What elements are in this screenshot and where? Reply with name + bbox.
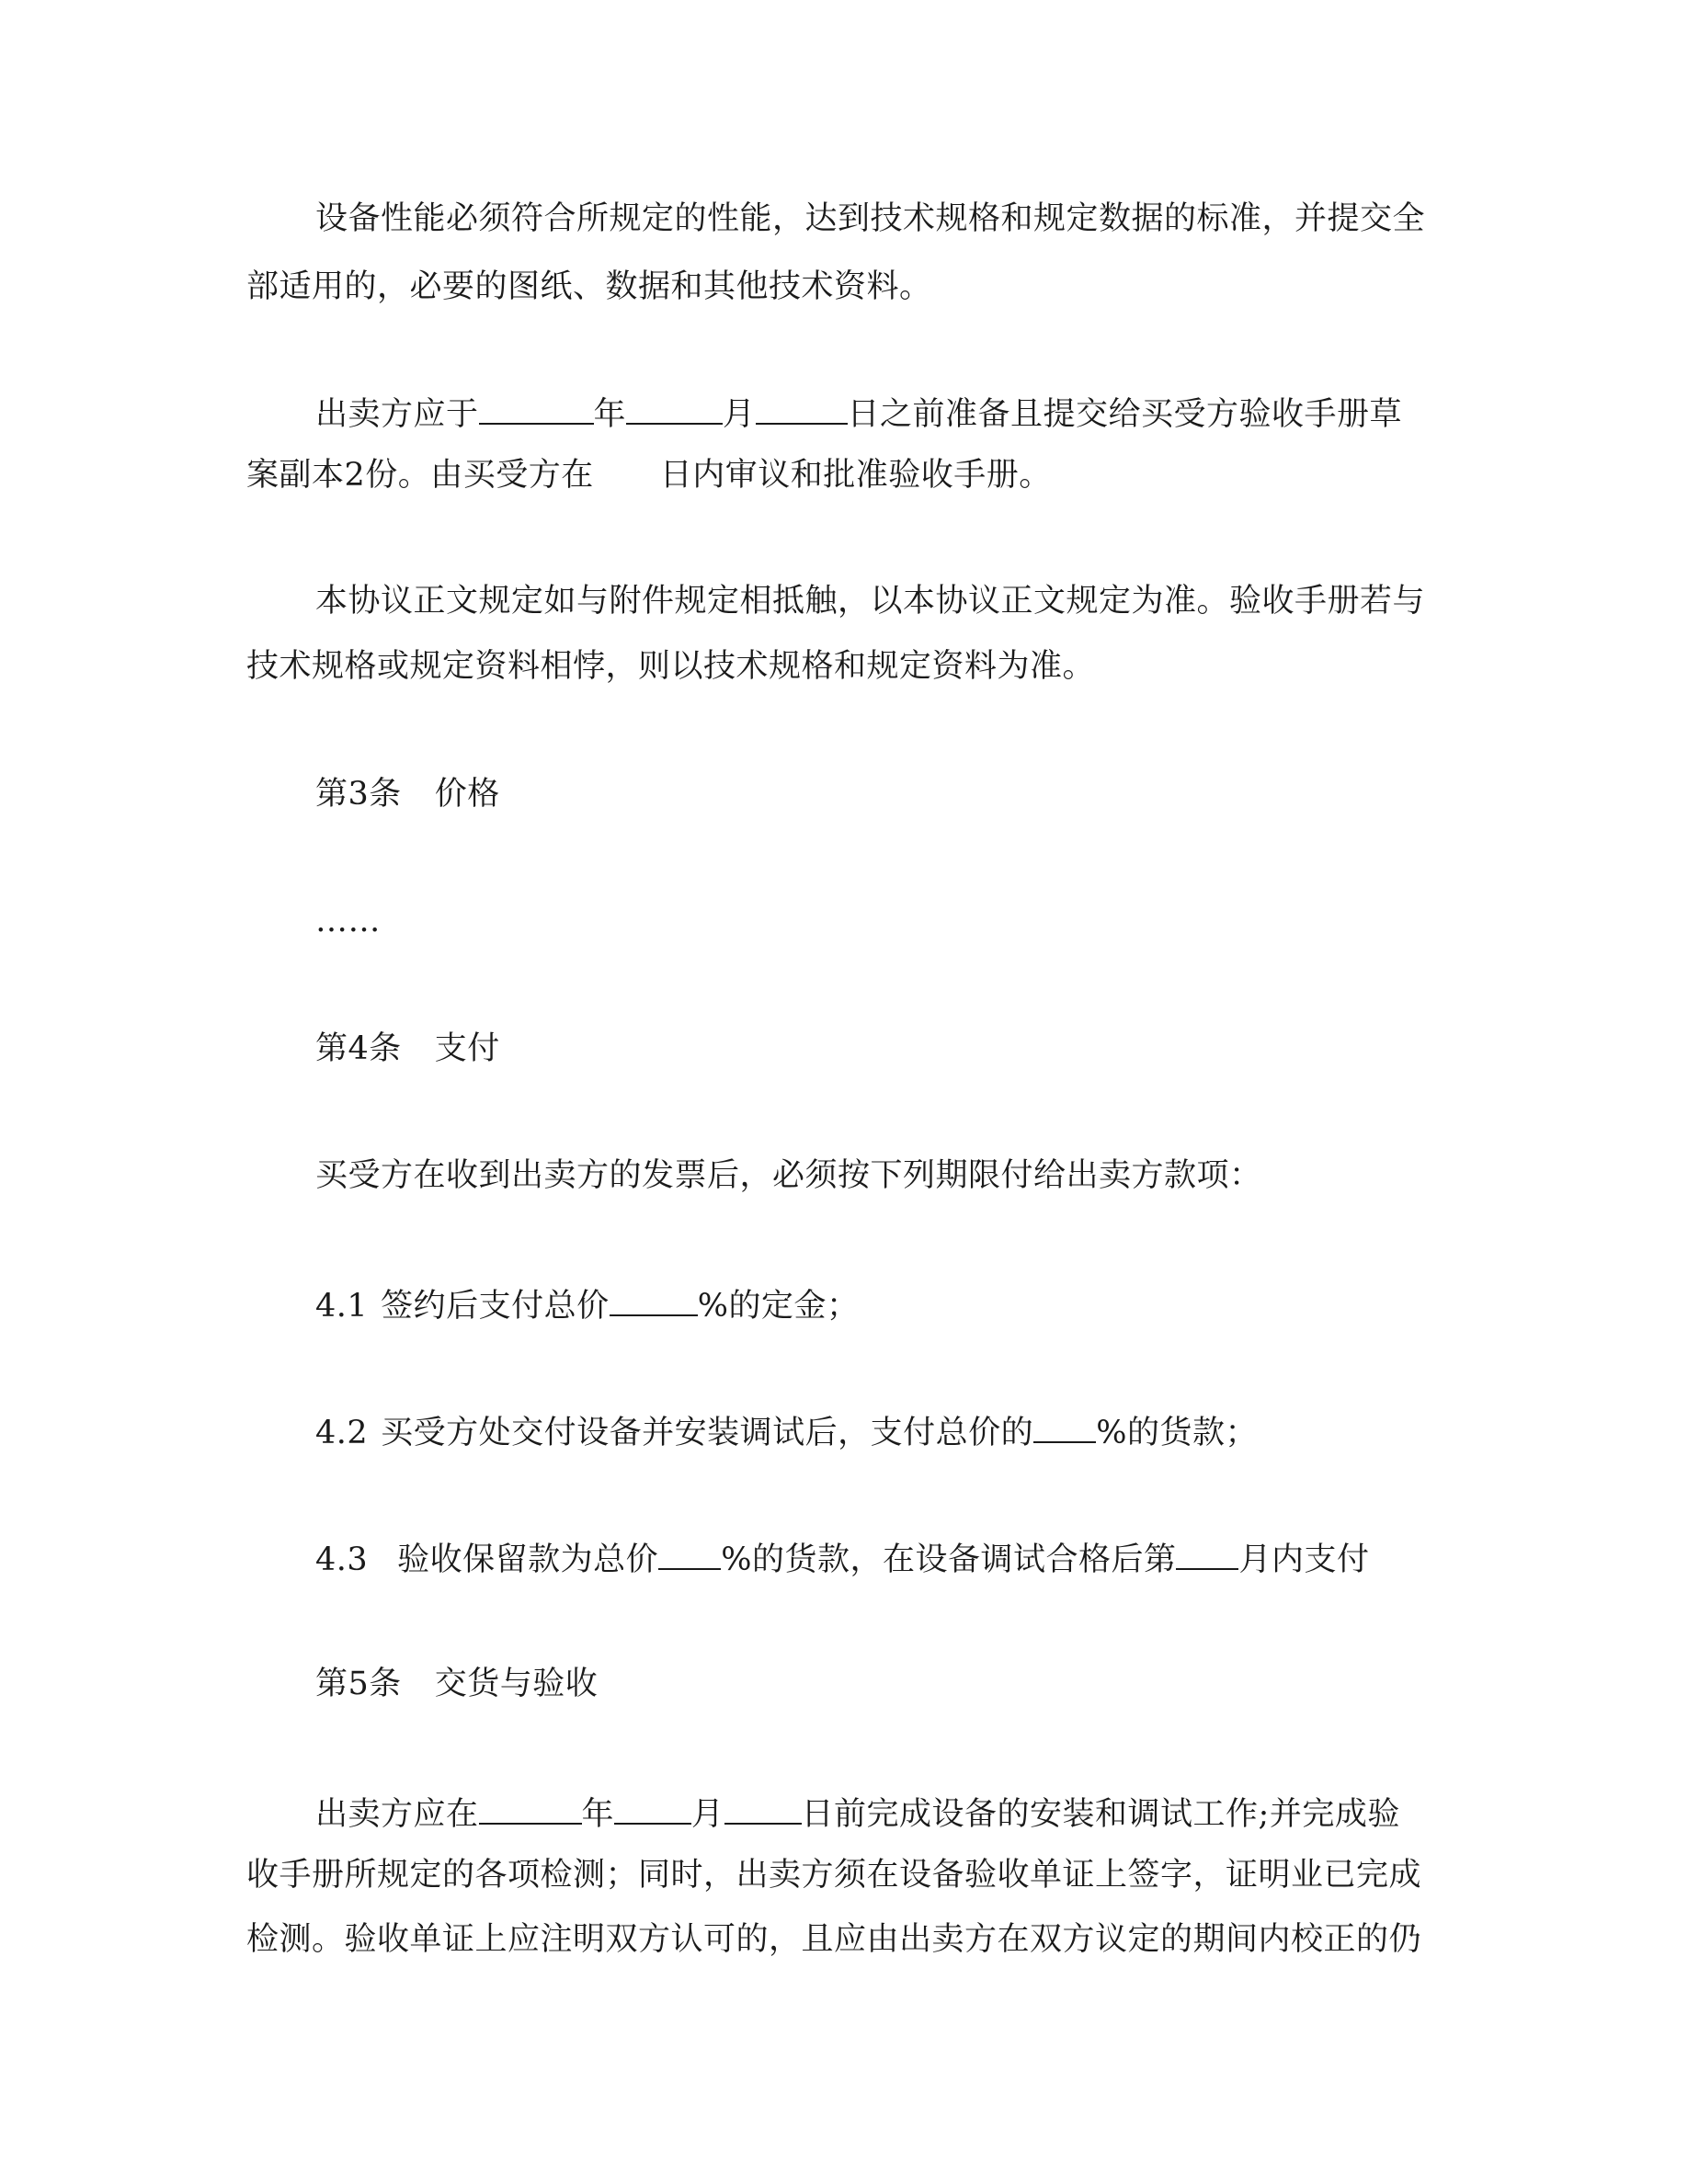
article-5-heading (315, 1668, 598, 1701)
paragraph-5-line-2: 收手册所规定的各项检测；同时，出卖方须在设备验收单证上签字，证明业已完成 (246, 1857, 1422, 1894)
paragraph-1-line-2: 部适用的，必要的图纸、数据和其他技术资料。 (246, 268, 932, 305)
day-blank (756, 395, 848, 425)
item-4-2-number: 4.2 (315, 1415, 369, 1451)
year-blank (479, 395, 594, 425)
p5-text-seg4: 日前完成设备的安装和调试工作;并完成验 (801, 1796, 1400, 1833)
article-3-number: 第3条 (315, 776, 402, 813)
article-4-title: 支付 (434, 1030, 500, 1067)
paragraph-3-line-2: 技术规格或规定资料相悖，则以技术规格和规定资料为准。 (246, 648, 1096, 685)
item-4-2-text-a: 买受方处交付设备并安装调试后，支付总价的 (381, 1415, 1034, 1451)
p5-text-seg2: 年 (581, 1796, 615, 1833)
item-4-2-text-b: %的货款； (1096, 1415, 1258, 1451)
article-4-number: 第4条 (315, 1030, 402, 1067)
p2-text-seg2: 年 (593, 396, 627, 433)
item-4-1-text-b: %的定金； (697, 1288, 860, 1325)
article-5-number: 第5条 (315, 1666, 402, 1702)
p2-text-seg4: 日之前准备且提交给买受方验收手册草 (847, 396, 1403, 433)
paragraph-2-line-1 (315, 395, 1402, 431)
p2-text-seg3: 月 (723, 396, 756, 433)
ellipsis: …… (315, 903, 381, 939)
p5-text-seg1: 出卖方应在 (315, 1796, 479, 1833)
paragraph-4-line-1: 买受方在收到出卖方的发票后，必须按下列期限付给出卖方款项： (315, 1157, 1262, 1194)
deposit-percent-blank (610, 1287, 698, 1316)
item-4-1-number: 4.1 (315, 1288, 369, 1325)
article-4-heading (315, 1030, 500, 1067)
paragraph-5-line-1 (315, 1795, 1400, 1831)
paragraph-5-line-3: 检测。验收单证上应注明双方认可的，且应由出卖方在双方议定的期间内校正的仍 (246, 1921, 1422, 1958)
item-4-3-text-a: 验收保留款为总价 (397, 1541, 659, 1578)
payment-percent-blank (1033, 1414, 1096, 1443)
item-4-3-text-c: 月内支付 (1238, 1541, 1370, 1578)
p2-line2-part-a: 案副本2份。由买受方在 (246, 457, 594, 494)
p2-text-seg1: 出卖方应于 (315, 396, 479, 433)
delivery-month-blank (614, 1795, 691, 1825)
retention-month-blank (1176, 1541, 1238, 1570)
p5-text-seg3: 月 (691, 1796, 724, 1833)
article-3-title: 价格 (434, 776, 500, 813)
month-blank (626, 395, 723, 425)
item-4-1-text-a: 签约后支付总价 (381, 1288, 610, 1325)
article-3-heading (315, 776, 500, 813)
paragraph-2-line-2 (246, 457, 1052, 494)
item-4-3-number: 4.3 (315, 1541, 369, 1578)
retention-percent-blank (658, 1541, 721, 1570)
item-4-3 (315, 1541, 1369, 1576)
delivery-day-blank (724, 1795, 802, 1825)
p2-line2-part-b: 日内审议和批准验收手册。 (659, 457, 1052, 494)
paragraph-3-line-1: 本协议正文规定如与附件规定相抵触，以本协议正文规定为准。验收手册若与 (315, 583, 1426, 620)
item-4-3-text-b: %的货款，在设备调试合格后第 (721, 1541, 1177, 1578)
paragraph-1-line-1: 设备性能必须符合所规定的性能，达到技术规格和规定数据的标准，并提交全 (315, 200, 1426, 237)
delivery-year-blank (479, 1795, 582, 1825)
article-5-title: 交货与验收 (434, 1666, 599, 1702)
item-4-2 (315, 1414, 1258, 1450)
item-4-1 (315, 1287, 859, 1323)
